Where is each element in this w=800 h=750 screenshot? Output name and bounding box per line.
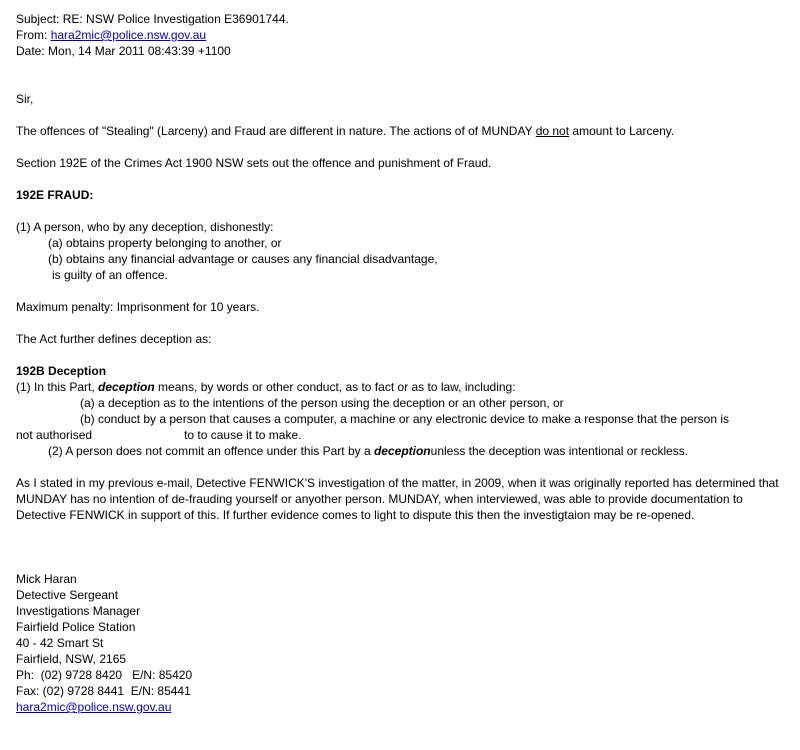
dec2-text-end: unless the deception was intentional or reckless. (430, 444, 689, 458)
dec1-text-start: (1) In this Part, (16, 380, 99, 394)
deception-heading: 192B Deception (16, 364, 107, 378)
fraud-clause-b: (b) obtains any financial advantage or causes any financial disadvantage, (48, 252, 438, 266)
paragraph-larceny (16, 123, 796, 139)
penalty-line: Maximum penalty: Imprisonment for 10 years. (16, 300, 260, 314)
date-line (16, 43, 796, 59)
subject-value: RE: NSW Police Investigation E36901744. (62, 12, 289, 26)
date-label: Date: (16, 44, 45, 58)
subject-line (16, 11, 796, 27)
signature-name: Mick Haran (16, 572, 77, 586)
dec-b-to-cause: to to cause it to make. (184, 428, 302, 442)
signature-city: Fairfield, NSW, 2165 (16, 652, 127, 666)
salutation: Sir, (16, 92, 34, 106)
signature-fax: Fax: (02) 9728 8441 E/N: 85441 (16, 684, 191, 698)
fraud-clause-1: (1) A person, who by any deception, dishonestly: (16, 220, 274, 234)
from-line (16, 27, 796, 43)
date-value: Mon, 14 Mar 2011 08:43:39 +1100 (48, 44, 231, 58)
subject-label: Subject: (16, 12, 60, 26)
para1-text-end: amount to Larceny. (569, 124, 675, 138)
deception-clause-b-line1: (b) conduct by a person that causes a computer, a machine or any electronic device to make a response that the person is (80, 412, 730, 426)
signature-rank: Detective Sergeant (16, 588, 119, 602)
dec-b-not-authorised: not authorised (16, 428, 93, 442)
deception-clause-b-line2 (16, 427, 796, 443)
signature-street: 40 - 42 Smart St (16, 636, 104, 650)
deception-clause-2 (16, 443, 796, 459)
from-email-link[interactable]: hara2mic@police.nsw.gov.au (50, 28, 207, 42)
paragraph-section-192e: Section 192E of the Crimes Act 1900 NSW sets out the offence and punishment of Fraud. (16, 156, 492, 170)
paragraph-previous-email: As I stated in my previous e-mail, Detective FENWICK'S investigation of the matter, in 2009, when it was originally reported has determined that MUNDAY has no intention of de-frauding yourself or anyother person. MUNDAY, when interviewed, was able to provide documentation to Detective FENWICK in support of this. If further evidence comes to light to dispute this then the investigtaion may be re-opened. (16, 476, 779, 522)
signature-role: Investigations Manager (16, 604, 141, 618)
act-defines-line: The Act further defines deception as: (16, 332, 212, 346)
from-label: From: (16, 28, 48, 42)
fraud-clause-a: (a) obtains property belonging to another, or (48, 236, 282, 250)
dec1-emphasis: deception (98, 380, 155, 394)
deception-clause-1 (16, 379, 796, 395)
dec2-text-start: (2) A person does not commit an offence under this Part by a (48, 444, 374, 458)
deception-clause-a: (a) a deception as to the intentions of the person using the deception or an other person, or (80, 396, 564, 410)
fraud-heading: 192E FRAUD: (16, 188, 94, 202)
fraud-guilty-line: is guilty of an offence. (52, 268, 168, 282)
signature-email-link[interactable]: hara2mic@police.nsw.gov.au (16, 700, 172, 714)
para1-text-start: The offences of "Stealing" (Larceny) and Fraud are different in nature. The actions of of MUNDAY (16, 124, 536, 138)
signature-station: Fairfield Police Station (16, 620, 136, 634)
dec2-emphasis: deception (373, 444, 431, 458)
para1-underlined-text: do not (535, 124, 570, 138)
dec1-text-end: means, by words or other conduct, as to fact or as to law, including: (154, 380, 516, 394)
signature-phone: Ph: (02) 9728 8420 E/N: 85420 (16, 668, 193, 682)
email-message (16, 11, 796, 715)
